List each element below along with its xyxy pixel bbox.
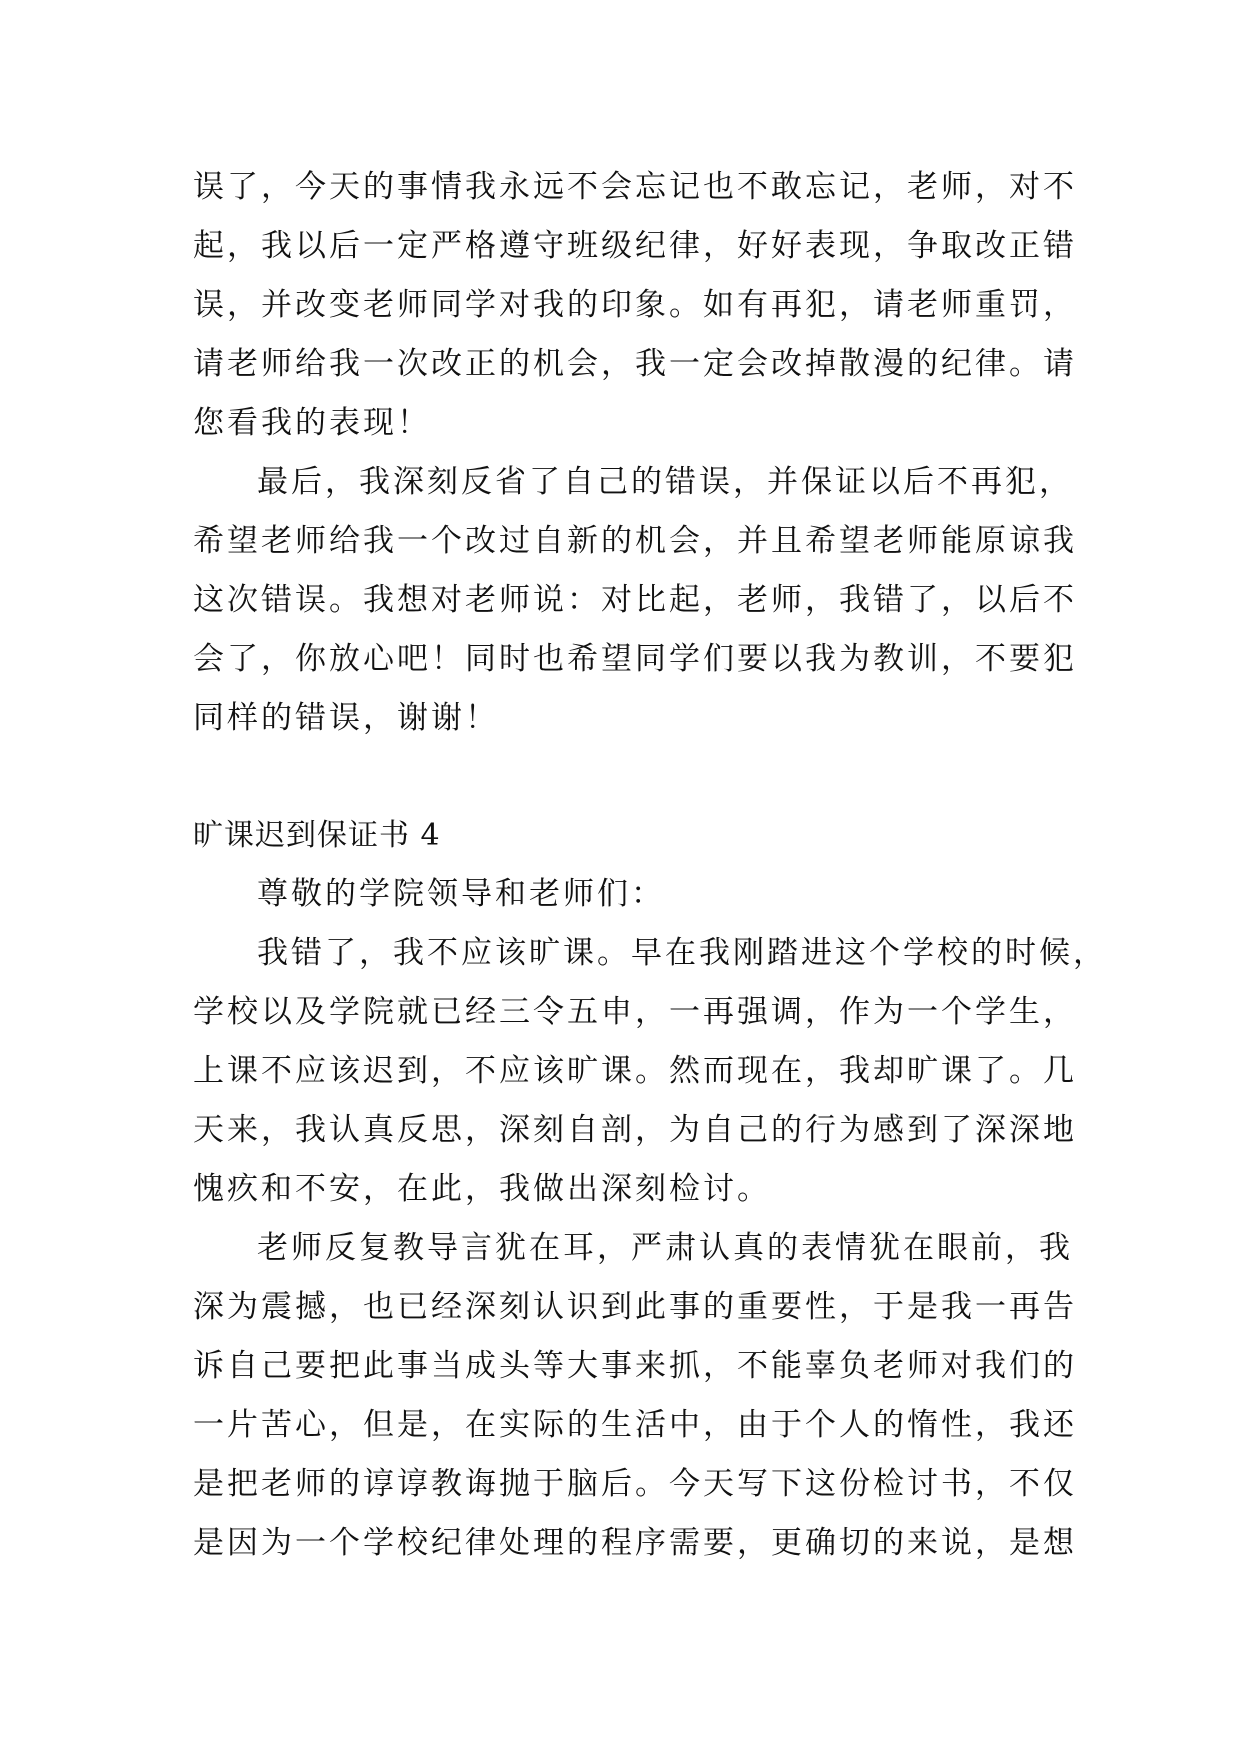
text-line: 最后，我深刻反省了自己的错误，并保证以后不再犯， xyxy=(257,464,1073,500)
text-line: 天来，我认真反思，深刻自剖，为自己的行为感到了深深地 xyxy=(193,1112,1077,1148)
salutation: 尊敬的学院领导和老师们： xyxy=(257,876,665,912)
text-line: 深为震撼，也已经深刻认识到此事的重要性，于是我一再告 xyxy=(193,1289,1077,1325)
text-line: 学校以及学院就已经三令五申，一再强调，作为一个学生， xyxy=(193,994,1077,1030)
section-heading: 旷课迟到保证书 4 xyxy=(193,818,441,853)
text-line: 同样的错误，谢谢！ xyxy=(193,700,499,736)
text-line: 是因为一个学校纪律处理的程序需要，更确切的来说，是想 xyxy=(193,1525,1077,1561)
paragraph-continuation xyxy=(193,158,1077,453)
text-line: 会了，你放心吧！同时也希望同学们要以我为教训，不要犯 xyxy=(193,641,1077,677)
text-line: 误了，今天的事情我永远不会忘记也不敢忘记，老师，对不 xyxy=(193,169,1077,205)
text-line: 我错了，我不应该旷课。早在我刚踏进这个学校的时候， xyxy=(257,935,1107,971)
text-line: 一片苦心，但是，在实际的生活中，由于个人的惰性，我还 xyxy=(193,1407,1077,1443)
text-line: 误，并改变老师同学对我的印象。如有再犯，请老师重罚， xyxy=(193,287,1077,323)
text-line: 是把老师的谆谆教诲抛于脑后。今天写下这份检讨书，不仅 xyxy=(193,1466,1077,1502)
text-line: 您看我的表现！ xyxy=(193,405,431,441)
text-line: 请老师给我一次改正的机会，我一定会改掉散漫的纪律。请 xyxy=(193,346,1077,382)
text-line: 起，我以后一定严格遵守班级纪律，好好表现，争取改正错 xyxy=(193,228,1077,264)
paragraph-reflection xyxy=(193,1219,1077,1573)
text-line: 老师反复教导言犹在耳，严肃认真的表情犹在眼前，我 xyxy=(257,1230,1073,1266)
paragraph-apology xyxy=(193,924,1107,1219)
text-line: 希望老师给我一个改过自新的机会，并且希望老师能原谅我 xyxy=(193,523,1077,559)
paragraph-conclusion xyxy=(193,453,1077,748)
text-line: 这次错误。我想对老师说：对比起，老师，我错了，以后不 xyxy=(193,582,1077,618)
text-line: 诉自己要把此事当成头等大事来抓，不能辜负老师对我们的 xyxy=(193,1348,1077,1384)
document-body xyxy=(193,158,1107,1573)
text-line: 上课不应该迟到，不应该旷课。然而现在，我却旷课了。几 xyxy=(193,1053,1077,1089)
text-line: 愧疚和不安，在此，我做出深刻检讨。 xyxy=(193,1171,771,1207)
section-gap xyxy=(193,748,1073,806)
